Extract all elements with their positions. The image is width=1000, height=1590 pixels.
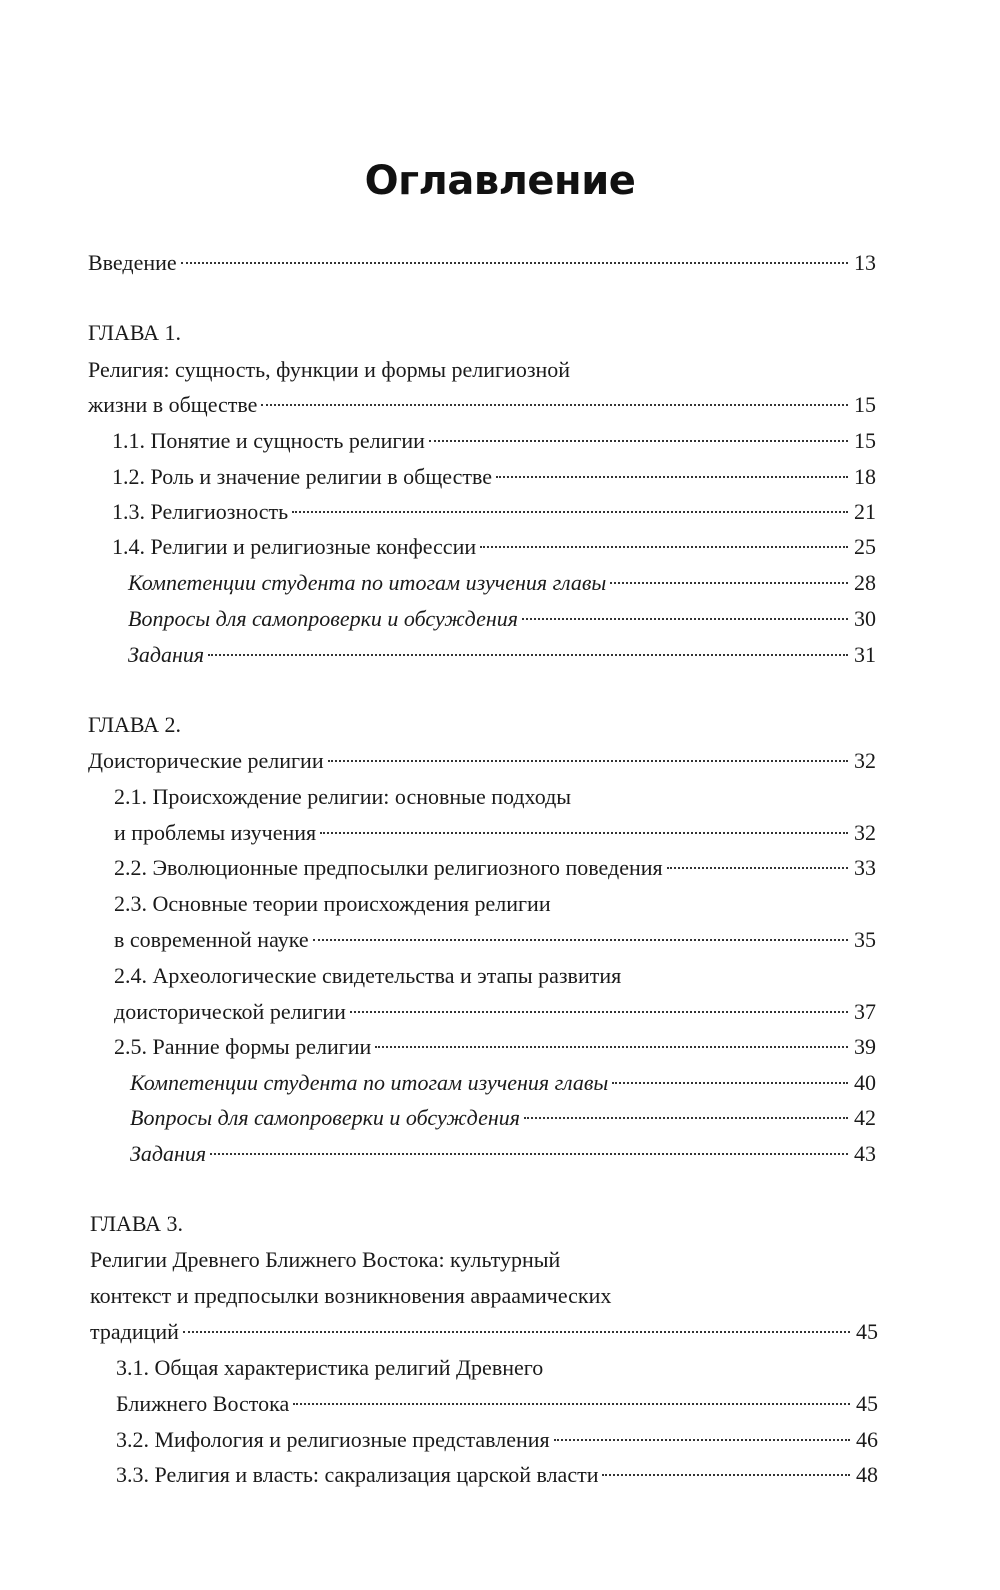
leader-dots [261,404,848,406]
toc-entry-label: и проблемы изучения [114,820,317,845]
toc-entry-1-3[interactable] [112,497,876,527]
toc-entry-tasks-1[interactable] [128,640,876,670]
leader-dots [292,511,848,513]
toc-entry-page: 15 [854,392,876,417]
chapter-heading: ГЛАВА 3. [90,1211,184,1236]
toc-entry-1-2[interactable] [112,462,876,492]
toc-entry-chapter-3[interactable] [90,1317,878,1347]
leader-dots [183,1331,850,1333]
chapter-heading: ГЛАВА 1. [88,320,182,345]
leader-dots [554,1439,850,1441]
toc-entry-page: 39 [854,1034,876,1059]
leader-dots [612,1082,848,1084]
toc-entry-page: 40 [854,1070,876,1095]
toc-entry-label: Доисторические религии [88,748,324,773]
toc-entry-questions-1[interactable] [128,604,876,634]
leader-dots [313,939,848,941]
toc-entry-3-2[interactable] [116,1425,878,1455]
leader-dots [320,832,848,834]
chapter-title: контекст и предпосылки возникновения авраамических [90,1283,612,1308]
leader-dots [496,476,848,478]
toc-entry-label: жизни в обществе [88,392,258,417]
toc-entry-2-1[interactable] [114,818,876,848]
toc-entry-label: в современной науке [114,927,309,952]
toc-entry-2-5[interactable] [114,1032,876,1062]
leader-dots [208,654,848,656]
leader-dots [328,760,848,762]
toc-entry-page: 32 [854,748,876,773]
page-title: Оглавление [364,158,636,204]
leader-dots [602,1474,850,1476]
leader-dots [610,582,848,584]
leader-dots [667,867,848,869]
toc-entry-page: 48 [856,1462,878,1487]
leader-dots [375,1046,848,1048]
toc-entry-label: Компетенции студента по итогам изучения главы [128,570,607,595]
toc-entry-label: доисторической религии [114,999,346,1024]
toc-entry-page: 43 [854,1141,876,1166]
toc-entry-label: Вопросы для самопроверки и обсуждения [130,1105,520,1130]
leader-dots [480,546,848,548]
toc-entry-3-1[interactable] [116,1389,878,1419]
toc-entry-page: 45 [856,1391,878,1416]
toc-entry-label: Вопросы для самопроверки и обсуждения [128,606,518,631]
toc-entry-label-line: 2.3. Основные теории происхождения религии [114,891,551,916]
toc-entry-label-line: 2.4. Археологические свидетельства и этапы развития [114,963,622,988]
toc-entry-2-4[interactable] [114,997,876,1027]
toc-entry-label-line: 3.1. Общая характеристика религий Древнего [116,1355,544,1380]
toc-entry-label: 1.1. Понятие и сущность религии [112,428,425,453]
toc-entry-label: Компетенции студента по итогам изучения главы [130,1070,609,1095]
toc-entry-questions-2[interactable] [130,1103,876,1133]
toc-entry-label: 2.5. Ранние формы религии [114,1034,372,1059]
toc-entry-label: Ближнего Востока [116,1391,290,1416]
toc-entry-label: 1.3. Религиозность [112,499,289,524]
toc-entry-tasks-2[interactable] [130,1139,876,1169]
toc-entry-page: 32 [854,820,876,845]
toc-entry-page: 18 [854,464,876,489]
toc-entry-page: 31 [854,642,876,667]
leader-dots [429,440,848,442]
chapter-title: Религии Древнего Ближнего Востока: культурный [90,1247,561,1272]
toc-entry-chapter-1[interactable] [88,390,876,420]
toc-entry-3-3[interactable] [116,1460,878,1490]
toc-entry-1-4[interactable] [112,532,876,562]
toc-entry-2-2[interactable] [114,853,876,883]
leader-dots [524,1117,848,1119]
toc-entry-page: 46 [856,1427,878,1452]
toc-entry-chapter-2[interactable] [88,746,876,776]
toc-entry-2-3[interactable] [114,925,876,955]
toc-entry-label: традиций [90,1319,179,1344]
toc-entry-label: 3.3. Религия и власть: сакрализация царской власти [116,1462,599,1487]
toc-entry-page: 30 [854,606,876,631]
leader-dots [350,1011,848,1013]
toc-entry-page: 15 [854,428,876,453]
toc-entry-page: 42 [854,1105,876,1130]
toc-entry-label: 1.2. Роль и значение религии в обществе [112,464,492,489]
toc-entry-label-line: 2.1. Происхождение религии: основные подходы [114,784,572,809]
toc-entry-page: 35 [854,927,876,952]
toc-entry-page: 21 [854,499,876,524]
chapter-heading: ГЛАВА 2. [88,712,182,737]
toc-entry-page: 25 [854,534,876,559]
toc-entry-label: 1.4. Религии и религиозные конфессии [112,534,477,559]
chapter-title: Религия: сущность, функции и формы религиозной [88,357,571,382]
toc-entry-1-1[interactable] [112,426,876,456]
leader-dots [210,1153,848,1155]
toc-entry-competences-2[interactable] [130,1068,876,1098]
toc-entry-label: Задания [128,642,205,667]
toc-entry-label: Задания [130,1141,207,1166]
toc-entry-page: 13 [854,250,876,275]
leader-dots [181,262,848,264]
toc-entry-page: 37 [854,999,876,1024]
toc-entry-page: 45 [856,1319,878,1344]
leader-dots [293,1403,850,1405]
toc-entry-competences-1[interactable] [128,568,876,598]
toc-entry-page: 28 [854,570,876,595]
toc-entry-label: 2.2. Эволюционные предпосылки религиозного поведения [114,855,663,880]
toc-entry-label: Введение [88,250,177,275]
leader-dots [522,618,848,620]
toc-entry-intro[interactable] [88,248,876,278]
toc-entry-label: 3.2. Мифология и религиозные представления [116,1427,550,1452]
toc-entry-page: 33 [854,855,876,880]
